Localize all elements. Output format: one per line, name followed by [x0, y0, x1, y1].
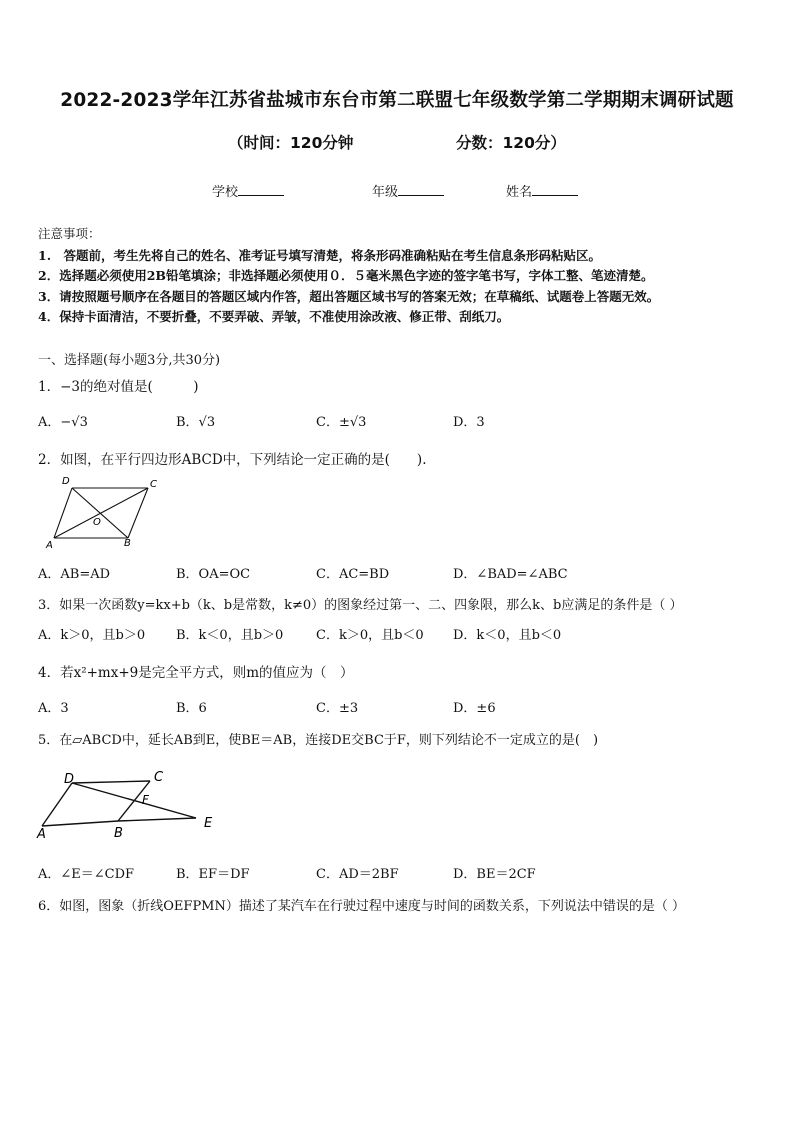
figure-label: D	[64, 772, 75, 787]
option: A．AB=AD	[38, 567, 111, 582]
option: B．√3	[176, 415, 216, 430]
name-label: 姓名	[506, 185, 533, 200]
option: B．EF＝DF	[176, 867, 250, 882]
question-stem: 5．在▱ABCD中，延长AB到E，使BE＝AB，连接DE交BC于F，则下列结论不一定成立的是( )	[38, 733, 599, 748]
option: B．6	[176, 701, 207, 716]
section-heading: 一、选择题(每小题3分,共30分)	[38, 353, 221, 368]
figure-label: B	[124, 538, 131, 549]
figure-label: E	[204, 816, 213, 831]
option: D．BE＝2CF	[453, 867, 536, 882]
notice-item: 2．选择题必须使用2B铅笔填涂；非选择题必须使用０．５毫米黑色字迹的签字笔书写，字体工整、笔迹清楚。	[38, 268, 654, 283]
figure-label: C	[150, 479, 157, 490]
grade-label: 年级	[372, 185, 399, 200]
score-label: 分数：120分）	[456, 134, 566, 152]
question-stem: 3．如果一次函数y=kx+b（k、b是常数，k≠0）的图象经过第一、二、四象限，那么k、b应满足的条件是（ ）	[38, 598, 683, 613]
question-stem: 6．如图，图象（折线OEFPMN）描述了某汽车在行驶过程中速度与时间的函数关系，下列说法中错误的是（ ）	[38, 899, 686, 914]
notice-item: 1. 答题前，考生先将自己的姓名、准考证号填写清楚，将条形码准确粘贴在考生信息条形码粘贴区。	[38, 248, 602, 263]
option: A．−√3	[38, 415, 88, 430]
school-blank	[238, 183, 284, 196]
figure-label: A	[46, 540, 53, 551]
grade-blank	[398, 183, 444, 196]
figure-label: D	[62, 476, 70, 487]
page-title: 2022-2023学年江苏省盐城市东台市第二联盟七年级数学第二学期期末调研试题	[60, 90, 734, 111]
figure-label: O	[93, 517, 101, 528]
option: A．3	[38, 701, 69, 716]
option: C．AC=BD	[316, 567, 390, 582]
option: D．k＜0，且b＜0	[453, 628, 562, 643]
option: C．AD＝2BF	[316, 867, 399, 882]
question-stem: 4．若x²+mx+9是完全平方式，则m的值应为（ ）	[38, 665, 354, 681]
option: C．k＞0，且b＜0	[316, 628, 424, 643]
name-field	[506, 181, 578, 200]
option: D．±6	[453, 701, 496, 716]
figure-label: B	[114, 826, 123, 841]
option: C．±3	[316, 701, 359, 716]
question-stem: 1．−3的绝对值是( )	[38, 379, 199, 395]
time-label: （时间：120分钟	[228, 134, 354, 152]
school-field	[212, 181, 284, 200]
option: A．∠E＝∠CDF	[38, 867, 135, 882]
notice-item: 3．请按照题号顺序在各题目的答题区域内作答，超出答题区域书写的答案无效；在草稿纸、试题卷上答题无效。	[38, 289, 660, 304]
figure-label: C	[154, 770, 164, 785]
notice-item: 4．保持卡面清洁，不要折叠，不要弄破、弄皱，不准使用涂改液、修正带、刮纸刀。	[38, 309, 510, 324]
option: C．±√3	[316, 415, 367, 430]
school-label: 学校	[212, 185, 239, 200]
grade-field	[372, 181, 444, 200]
notice-heading: 注意事项：	[38, 226, 101, 241]
parallelogram-figure	[40, 472, 170, 552]
option: B．OA=OC	[176, 567, 251, 582]
figure-label: A	[37, 827, 46, 842]
option: D．∠BAD=∠ABC	[453, 567, 568, 582]
option: A．k＞0，且b＞0	[38, 628, 146, 643]
figure-label: F	[142, 793, 149, 807]
option: B．k＜0，且b＞0	[176, 628, 284, 643]
question-stem: 2．如图，在平行四边形ABCD中，下列结论一定正确的是( ).	[38, 452, 427, 468]
option: D．3	[453, 415, 485, 430]
parallelogram-extended-figure	[34, 764, 224, 844]
name-blank	[532, 183, 578, 196]
